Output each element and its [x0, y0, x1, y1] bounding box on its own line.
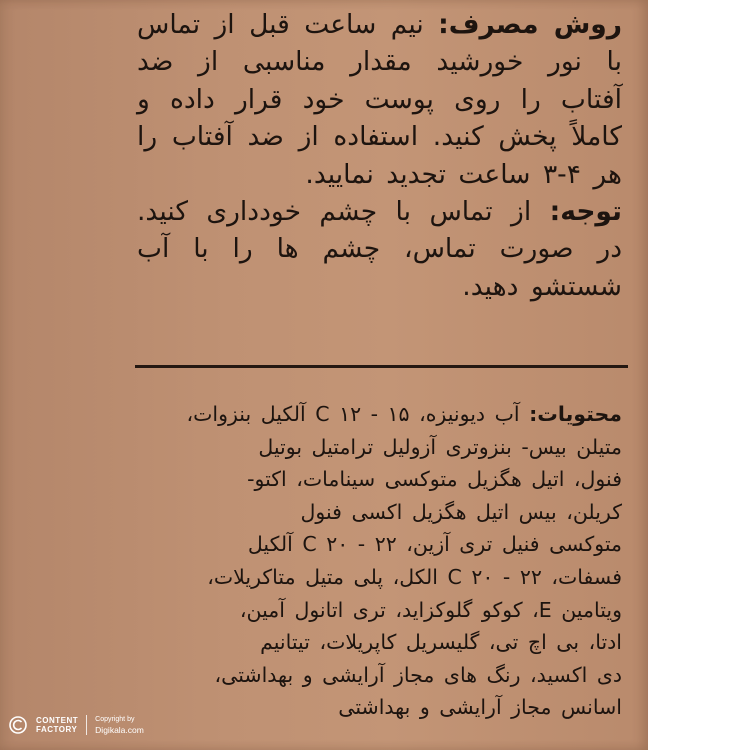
usage-paragraph — [137, 6, 622, 193]
usage-heading: روش مصرف: — [438, 9, 623, 40]
divider-line — [135, 365, 628, 368]
watermark — [8, 708, 144, 742]
ingredients-line: متوکسی فنیل تری آزین، ۲۲ - ۲۰ C آلکیل — [247, 532, 622, 557]
note-text: از تماس با چشم خودداری کنید. در صورت تماس، چشم ها را با آب شستشو دهید. — [137, 196, 622, 302]
ingredients-list — [144, 398, 622, 724]
ingredients-line: فنول، اتیل هگزیل متوکسی سینامات، اکتو- — [247, 467, 622, 492]
brand-line2: FACTORY — [36, 725, 78, 734]
ingredients-line: ادتا، بی اچ تی، گلیسریل کاپریلات، تیتانیم — [260, 630, 622, 655]
content-factory-logo-icon — [8, 715, 28, 735]
watermark-copyright — [95, 715, 144, 735]
usage-text: نیم ساعت قبل از تماس با نور خورشید مقدار مناسبی از ضد آفتاب را روی پوست خود قرار داده و کاملاً پخش کنید. استفاده از ضد آفتاب را هر ۴-۳ ساعت تجدید نمایید. — [137, 9, 622, 190]
copyright-text: Copyright by — [95, 716, 135, 723]
ingredients-line — [144, 398, 622, 431]
ingredients-heading: محتویات: — [529, 402, 622, 426]
ingredients-first-line: آب دیونیزه، ۱۵ - ۱۲ C آلکیل بنزوات، — [186, 402, 520, 426]
note-paragraph — [137, 193, 622, 305]
ingredients-line: متیلن بیس- بنزوتری آزولیل ترامتیل بوتیل — [258, 434, 622, 459]
ingredients-line: دی اکسید، رنگ های مجاز آرایشی و بهداشتی، — [214, 662, 622, 687]
ingredients-line: کریلن، بیس اتیل هگزیل اکسی فنول — [300, 499, 622, 524]
brand-line1: CONTENT — [36, 716, 79, 725]
ingredients-line: اسانس مجاز آرایشی و بهداشتی — [338, 695, 622, 720]
ingredients-line: ویتامین E، کوکو گلوکزاید، تری اتانول آمین، — [239, 597, 622, 622]
watermark-separator — [86, 715, 87, 735]
usage-instructions — [137, 6, 622, 305]
ingredients-line: فسفات، ۲۲ - ۲۰ C الکل، پلی متیل متاکریلات، — [207, 564, 622, 589]
site-text: Digikala.com — [95, 725, 144, 735]
watermark-brand — [36, 716, 78, 734]
note-heading: توجه: — [549, 196, 622, 228]
